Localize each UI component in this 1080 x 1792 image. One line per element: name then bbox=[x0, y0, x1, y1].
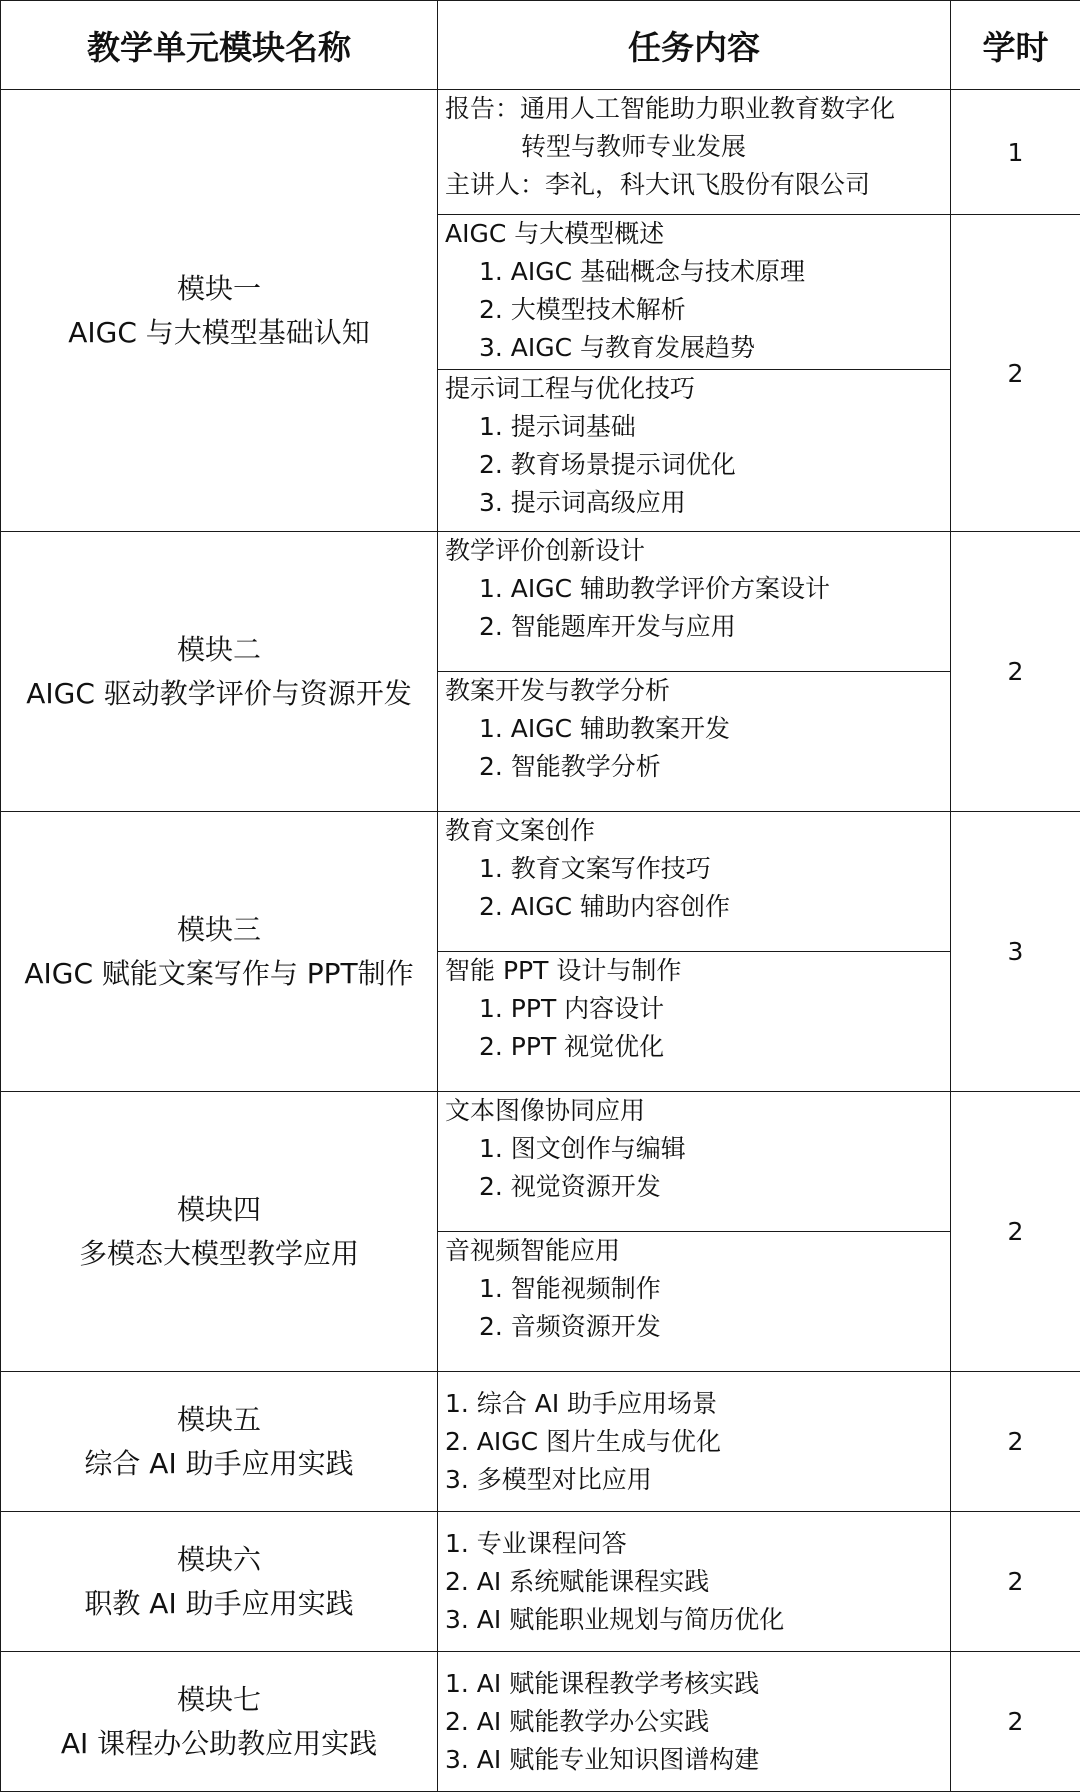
task-item: 2. AI 系统赋能课程实践 bbox=[445, 1566, 710, 1596]
task-item: 2. 视觉资源开发 bbox=[479, 1172, 661, 1201]
module-cell bbox=[1, 812, 438, 1092]
task-cell bbox=[438, 812, 951, 952]
task-item: 2. 教育场景提示词优化 bbox=[479, 450, 736, 479]
task-cell bbox=[438, 952, 951, 1092]
task-item: 1. 图文创作与编辑 bbox=[479, 1134, 686, 1163]
hours-cell: 3 bbox=[951, 812, 1080, 1092]
task-item: 1. 教育文案写作技巧 bbox=[479, 854, 711, 883]
module-title: 综合 AI 助手应用实践 bbox=[84, 1446, 354, 1480]
task-cell bbox=[438, 1232, 951, 1372]
task-title: 文本图像协同应用 bbox=[445, 1096, 646, 1125]
task-title: AIGC 与大模型概述 bbox=[445, 219, 665, 248]
module-cell bbox=[1, 532, 438, 812]
task-item: 3. AIGC 与教育发展趋势 bbox=[479, 333, 756, 362]
task-cell bbox=[438, 532, 951, 672]
task-title: 音视频智能应用 bbox=[445, 1236, 621, 1265]
task-item: 3. 提示词高级应用 bbox=[479, 488, 686, 517]
task-item: 1. AIGC 辅助教学评价方案设计 bbox=[479, 574, 831, 603]
module-cell bbox=[1, 1372, 438, 1512]
hours-cell: 2 bbox=[951, 1652, 1080, 1792]
header-hours: 学时 bbox=[951, 1, 1080, 90]
module-title: AIGC 与大模型基础认知 bbox=[68, 315, 370, 349]
module-cell bbox=[1, 1092, 438, 1372]
table-row bbox=[1, 532, 1080, 672]
task-item: 1. 提示词基础 bbox=[479, 412, 636, 441]
module-cell bbox=[1, 90, 438, 532]
task-item: 1. PPT 内容设计 bbox=[479, 994, 665, 1023]
header-row bbox=[1, 1, 1080, 90]
table-row bbox=[1, 1512, 1080, 1652]
task-item: 2. PPT 视觉优化 bbox=[479, 1032, 665, 1061]
task-item: 2. 智能题库开发与应用 bbox=[479, 612, 736, 641]
module-name: 模块二 bbox=[176, 632, 261, 666]
module-title: AI 课程办公助教应用实践 bbox=[60, 1726, 378, 1760]
task-item: 1. 综合 AI 助手应用场景 bbox=[445, 1388, 718, 1418]
task-item: 1. 专业课程问答 bbox=[445, 1528, 627, 1558]
report-line: 报告：通用人工智能助力职业教育数字化 bbox=[445, 94, 896, 123]
table-row bbox=[1, 812, 1080, 952]
task-title: 智能 PPT 设计与制作 bbox=[445, 956, 682, 985]
task-item: 2. 大模型技术解析 bbox=[479, 295, 686, 324]
task-item: 2. AIGC 辅助内容创作 bbox=[479, 892, 731, 921]
task-item: 2. 智能教学分析 bbox=[479, 752, 661, 781]
hours-cell: 2 bbox=[951, 1512, 1080, 1652]
module-title: AIGC 赋能文案写作与 PPT制作 bbox=[24, 956, 414, 990]
task-item: 2. AIGC 图片生成与优化 bbox=[445, 1426, 722, 1456]
task-cell bbox=[438, 1512, 951, 1652]
module-cell bbox=[1, 1652, 438, 1792]
task-item: 3. AI 赋能职业规划与简历优化 bbox=[445, 1604, 785, 1634]
task-cell bbox=[438, 1092, 951, 1232]
module-title: 职教 AI 助手应用实践 bbox=[84, 1586, 354, 1620]
hours-cell: 1 bbox=[951, 90, 1080, 215]
module-name: 模块三 bbox=[176, 912, 261, 946]
task-title: 教案开发与教学分析 bbox=[445, 676, 671, 705]
module-name: 模块五 bbox=[176, 1402, 261, 1436]
table-row bbox=[1, 90, 1080, 215]
module-name: 模块六 bbox=[176, 1542, 261, 1576]
report-cell bbox=[438, 90, 951, 215]
task-item: 2. 音频资源开发 bbox=[479, 1312, 661, 1341]
task-title: 提示词工程与优化技巧 bbox=[445, 374, 696, 403]
task-item: 1. AI 赋能课程教学考核实践 bbox=[445, 1668, 760, 1698]
hours-cell: 2 bbox=[951, 215, 1080, 532]
task-cell bbox=[438, 370, 951, 532]
task-cell bbox=[438, 1372, 951, 1512]
task-title: 教育文案创作 bbox=[445, 816, 596, 845]
hours-cell: 2 bbox=[951, 1092, 1080, 1372]
table-row bbox=[1, 1092, 1080, 1232]
table-row bbox=[1, 1372, 1080, 1512]
task-item: 3. AI 赋能专业知识图谱构建 bbox=[445, 1744, 760, 1774]
task-title: 教学评价创新设计 bbox=[445, 536, 646, 565]
task-cell bbox=[438, 215, 951, 370]
speaker-line: 主讲人：李礼，科大讯飞股份有限公司 bbox=[445, 170, 871, 199]
module-cell bbox=[1, 1512, 438, 1652]
task-item: 2. AI 赋能教学办公实践 bbox=[445, 1706, 710, 1736]
task-item: 1. AIGC 辅助教案开发 bbox=[479, 714, 731, 743]
task-item: 3. 多模型对比应用 bbox=[445, 1464, 652, 1494]
module-name: 模块七 bbox=[176, 1682, 261, 1716]
module-title: AIGC 驱动教学评价与资源开发 bbox=[26, 676, 412, 710]
module-name: 模块四 bbox=[176, 1192, 261, 1226]
hours-cell: 2 bbox=[951, 1372, 1080, 1512]
header-module: 教学单元模块名称 bbox=[1, 1, 438, 90]
task-cell bbox=[438, 1652, 951, 1792]
report-line: 转型与教师专业发展 bbox=[521, 132, 747, 161]
task-item: 1. AIGC 基础概念与技术原理 bbox=[479, 257, 806, 286]
module-title: 多模态大模型教学应用 bbox=[78, 1236, 359, 1270]
task-item: 1. 智能视频制作 bbox=[479, 1274, 661, 1303]
hours-cell: 2 bbox=[951, 532, 1080, 812]
header-content: 任务内容 bbox=[438, 1, 951, 90]
table-row bbox=[1, 1652, 1080, 1792]
module-name: 模块一 bbox=[176, 271, 261, 305]
task-cell bbox=[438, 672, 951, 812]
